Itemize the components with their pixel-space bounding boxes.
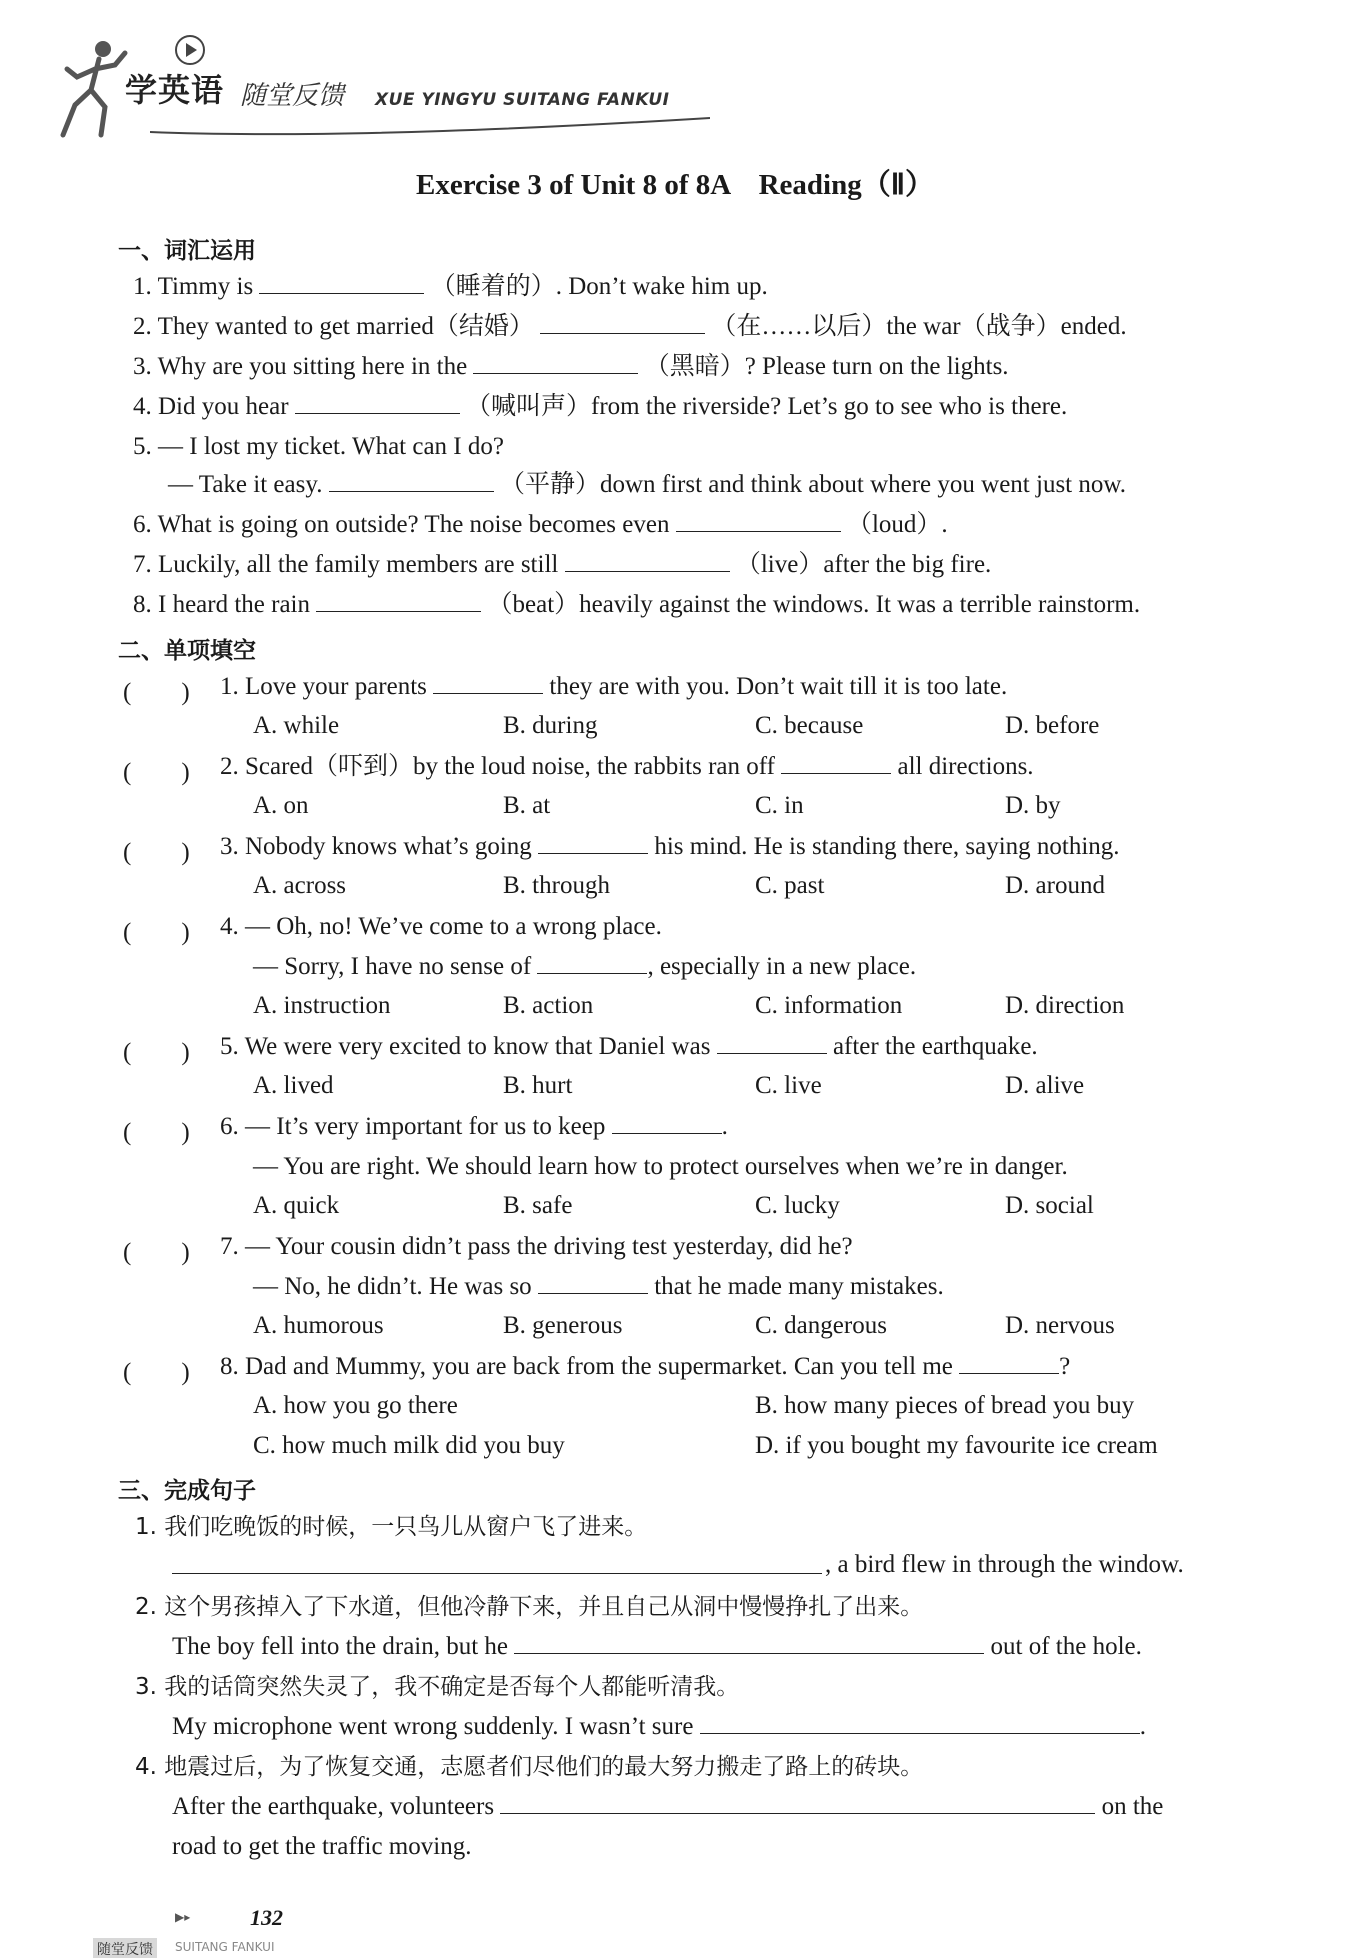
runner-logo-icon xyxy=(55,35,135,140)
option-c[interactable]: C. how much milk did you buy xyxy=(253,1432,565,1459)
section3-heading: 三、完成句子 xyxy=(118,1478,256,1504)
option-a[interactable]: A. while xyxy=(253,712,340,739)
option-d[interactable]: D. direction xyxy=(1005,992,1125,1019)
option-b[interactable]: B. hurt xyxy=(503,1072,573,1099)
translation-prompt: 1. 我们吃晚饭的时候，一只鸟儿从窗户飞了进来。 xyxy=(135,1514,648,1540)
question-line: 2. Scared（吓到）by the loud noise, the rabbits ran off all directions. xyxy=(220,753,1034,780)
vocab-item: 3. Why are you sitting here in the （黑暗）? Please turn on the lights. xyxy=(133,353,1009,380)
option-b[interactable]: B. during xyxy=(503,712,598,739)
footer-tag: 随堂反馈 xyxy=(93,1938,157,1958)
option-d[interactable]: D. social xyxy=(1005,1192,1094,1219)
option-c[interactable]: C. information xyxy=(755,992,903,1019)
option-b[interactable]: B. action xyxy=(503,992,594,1019)
page-title: Exercise 3 of Unit 8 of 8A Reading（Ⅱ） xyxy=(416,169,934,201)
sentence-tail: , a bird flew in through the window. xyxy=(825,1551,1184,1578)
logo-pinyin: XUE YINGYU SUITANG FANKUI xyxy=(375,90,670,110)
answer-paren[interactable]: ( ) xyxy=(123,679,190,706)
answer-blank[interactable] xyxy=(433,672,543,694)
sentence-line: After the earthquake, volunteers on the xyxy=(172,1793,1164,1820)
vocab-item: 7. Luckily, all the family members are still （live）after the big fire. xyxy=(133,551,992,578)
answer-blank[interactable] xyxy=(700,1712,1140,1734)
question-line: 5. We were very excited to know that Daniel was after the earthquake. xyxy=(220,1033,1038,1060)
option-c[interactable]: C. live xyxy=(755,1072,822,1099)
sentence-line: My microphone went wrong suddenly. I wasn’t sure . xyxy=(172,1713,1146,1740)
answer-paren[interactable]: ( ) xyxy=(123,1239,190,1266)
question-line: 3. Nobody knows what’s going his mind. He is standing there, saying nothing. xyxy=(220,833,1120,860)
option-a[interactable]: A. humorous xyxy=(253,1312,384,1339)
option-a[interactable]: A. instruction xyxy=(253,992,391,1019)
answer-blank[interactable] xyxy=(473,352,638,374)
answer-blank[interactable] xyxy=(959,1352,1059,1374)
option-a[interactable]: A. on xyxy=(253,792,309,819)
answer-blank[interactable] xyxy=(781,752,891,774)
page-header xyxy=(55,30,675,140)
answer-paren[interactable]: ( ) xyxy=(123,759,190,786)
option-d[interactable]: D. by xyxy=(1005,792,1061,819)
option-a[interactable]: A. lived xyxy=(253,1072,334,1099)
logo-subtitle: 随堂反馈 xyxy=(240,81,345,111)
translation-prompt: 4. 地震过后，为了恢复交通，志愿者们尽他们的最大努力搬走了路上的砖块。 xyxy=(135,1754,924,1780)
question-line: 4. — Oh, no! We’ve come to a wrong place. xyxy=(220,913,662,940)
option-c[interactable]: C. dangerous xyxy=(755,1312,887,1339)
answer-paren[interactable]: ( ) xyxy=(123,919,190,946)
vocab-item: 1. Timmy is （睡着的）. Don’t wake him up. xyxy=(133,273,768,300)
answer-paren[interactable]: ( ) xyxy=(123,839,190,866)
vocab-item: 6. What is going on outside? The noise becomes even （loud）. xyxy=(133,511,948,538)
sentence-line: The boy fell into the drain, but he out of the hole. xyxy=(172,1633,1142,1660)
answer-blank[interactable] xyxy=(538,1272,648,1294)
answer-blank[interactable] xyxy=(540,312,705,334)
option-d[interactable]: D. if you bought my favourite ice cream xyxy=(755,1432,1158,1459)
vocab-item: 4. Did you hear （喊叫声）from the riverside? Let’s go to see who is there. xyxy=(133,393,1068,420)
option-a[interactable]: A. quick xyxy=(253,1192,340,1219)
answer-blank[interactable] xyxy=(676,510,841,532)
answer-blank[interactable] xyxy=(500,1792,1095,1814)
answer-blank[interactable] xyxy=(316,590,481,612)
answer-blank[interactable] xyxy=(259,272,424,294)
answer-blank[interactable] xyxy=(612,1112,722,1134)
option-c[interactable]: C. lucky xyxy=(755,1192,840,1219)
vocab-item: 5. — I lost my ticket. What can I do? xyxy=(133,433,504,460)
vocab-item: 8. I heard the rain （beat）heavily against the windows. It was a terrible rainstorm. xyxy=(133,591,1141,618)
answer-paren[interactable]: ( ) xyxy=(123,1359,190,1386)
question-line: 8. Dad and Mummy, you are back from the supermarket. Can you tell me ? xyxy=(220,1353,1071,1380)
answer-blank[interactable] xyxy=(565,550,730,572)
option-c[interactable]: C. because xyxy=(755,712,864,739)
option-a[interactable]: A. how you go there xyxy=(253,1392,458,1419)
option-b[interactable]: B. generous xyxy=(503,1312,623,1339)
question-line: — Sorry, I have no sense of , especially in a new place. xyxy=(253,953,917,980)
sentence-line: road to get the traffic moving. xyxy=(172,1833,472,1860)
arrow-decoration-icon: ▶▸ xyxy=(175,1910,191,1924)
option-d[interactable]: D. before xyxy=(1005,712,1100,739)
vocab-item: — Take it easy. （平静）down first and think about where you went just now. xyxy=(168,471,1127,498)
option-d[interactable]: D. around xyxy=(1005,872,1105,899)
option-d[interactable]: D. nervous xyxy=(1005,1312,1115,1339)
page-number: 132 xyxy=(250,1905,283,1930)
answer-blank[interactable] xyxy=(329,470,494,492)
logo-title: 学英语 xyxy=(125,71,225,109)
option-b[interactable]: B. how many pieces of bread you buy xyxy=(755,1392,1135,1419)
question-line: 6. — It’s very important for us to keep . xyxy=(220,1113,728,1140)
option-b[interactable]: B. safe xyxy=(503,1192,573,1219)
footer-tag-en: SUITANG FANKUI xyxy=(175,1940,275,1954)
swoosh-decoration-icon xyxy=(150,110,710,140)
answer-paren[interactable]: ( ) xyxy=(123,1039,190,1066)
answer-line[interactable] xyxy=(172,1572,822,1574)
vocab-item: 2. They wanted to get married（结婚） （在……以后）the war（战争）ended. xyxy=(133,313,1127,340)
option-a[interactable]: A. across xyxy=(253,872,347,899)
answer-blank[interactable] xyxy=(514,1632,984,1654)
option-b[interactable]: B. at xyxy=(503,792,551,819)
play-icon xyxy=(175,35,205,65)
translation-prompt: 3. 我的话筒突然失灵了，我不确定是否每个人都能听清我。 xyxy=(135,1674,740,1700)
option-b[interactable]: B. through xyxy=(503,872,610,899)
answer-paren[interactable]: ( ) xyxy=(123,1119,190,1146)
section2-heading: 二、单项填空 xyxy=(118,638,256,664)
question-line: 7. — Your cousin didn’t pass the driving test yesterday, did he? xyxy=(220,1233,853,1260)
question-line: — You are right. We should learn how to protect ourselves when we’re in danger. xyxy=(253,1153,1068,1180)
translation-prompt: 2. 这个男孩掉入了下水道，但他冷静下来，并且自己从洞中慢慢挣扎了出来。 xyxy=(135,1594,924,1620)
option-d[interactable]: D. alive xyxy=(1005,1072,1085,1099)
option-c[interactable]: C. in xyxy=(755,792,804,819)
answer-blank[interactable] xyxy=(295,392,460,414)
question-line: 1. Love your parents they are with you. Don’t wait till it is too late. xyxy=(220,673,1008,700)
answer-blank[interactable] xyxy=(717,1032,827,1054)
answer-blank[interactable] xyxy=(537,952,647,974)
question-line: — No, he didn’t. He was so that he made many mistakes. xyxy=(253,1273,944,1300)
section1-heading: 一、词汇运用 xyxy=(118,238,256,264)
option-c[interactable]: C. past xyxy=(755,872,825,899)
answer-blank[interactable] xyxy=(538,832,648,854)
